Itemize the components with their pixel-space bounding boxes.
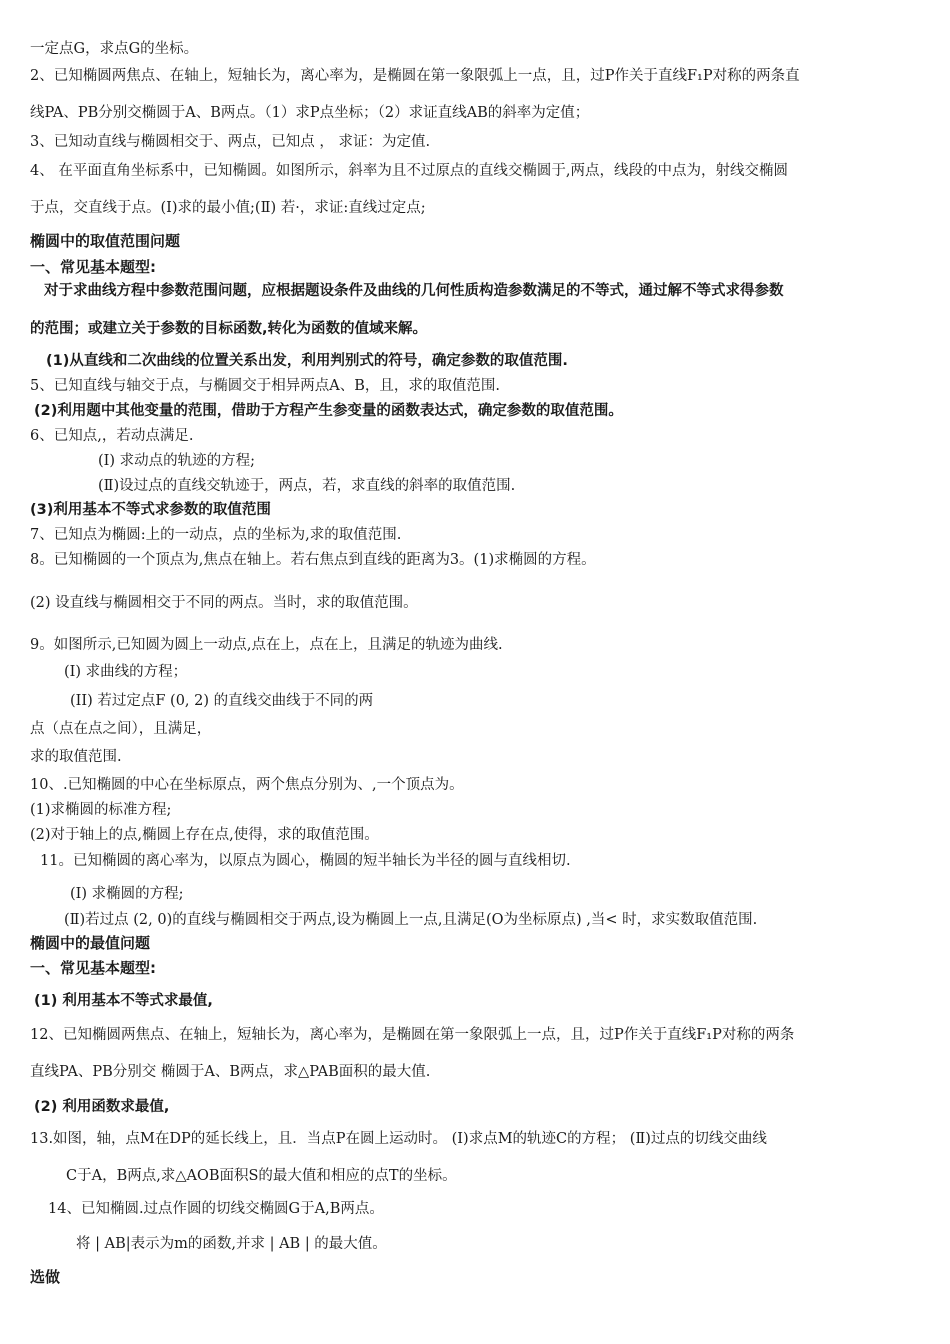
method-heading-inequality: (1) 利用基本不等式求最值, <box>34 993 213 1009</box>
problem-12-line-2: 直线PA、PB分别交 椭圆于A、B两点，求△PAB面积的最大值. <box>30 1064 431 1080</box>
problem-4-line-1: 4、 在平面直角坐标系中，已知椭圆。如图所示，斜率为且不过原点的直线交椭圆于,两点，线段的中点为，射线交椭圆 <box>30 163 788 179</box>
text-line: 一定点G，求点G的坐标。 <box>30 41 199 57</box>
problem-6-part-1: (Ⅰ) 求动点的轨迹的方程; <box>98 453 256 469</box>
method-heading-2: (2)利用题中其他变量的范围，借助于方程产生参变量的函数表达式，确定参数的取值范围。 <box>34 403 623 419</box>
problem-7: 7、已知点为椭圆:上的一动点，点的坐标为,求的取值范围. <box>30 527 402 543</box>
problem-10: 10、.已知椭圆的中心在坐标原点，两个焦点分别为、,一个顶点为。 <box>30 777 464 793</box>
problem-14-part: 将 | AB|表示为m的函数,并求 | AB | 的最大值。 <box>76 1236 387 1252</box>
problem-10-part-2: (2)对于轴上的点,椭圆上存在点,使得，求的取值范围。 <box>30 827 379 843</box>
problem-5: 5、已知直线与轴交于点，与椭圆交于相异两点A、B，且，求的取值范围. <box>30 378 500 394</box>
problem-11-part-2: (Ⅱ)若过点 (2, 0)的直线与椭圆相交于两点,设为椭圆上一点,且满足(O为坐标原点) ,当< 时，求实数取值范围. <box>64 912 758 928</box>
problem-9-part-1: (I) 求曲线的方程； <box>64 664 188 680</box>
problem-9-part-2-cont: 点（点在点之间），且满足， <box>30 721 212 737</box>
intro-paragraph-line-2: 的范围；或建立关于参数的目标函数,转化为函数的值域来解。 <box>30 321 428 337</box>
problem-4-line-2: 于点，交直线于点。(Ⅰ)求的最小值;(Ⅱ) 若·，求证:直线过定点; <box>30 200 426 216</box>
problem-8-part-1: 8。已知椭圆的一个顶点为,焦点在轴上。若右焦点到直线的距离为3。(1)求椭圆的方程。 <box>30 552 596 568</box>
problem-2-line-1: 2、已知椭圆两焦点、在轴上，短轴长为，离心率为，是椭圆在第一象限弧上一点，且，过P作关于直线F₁P对称的两条直 <box>30 68 800 84</box>
problem-13-line-2: C于A，B两点,求△AOB面积S的最大值和相应的点T的坐标。 <box>66 1168 457 1184</box>
problem-8-part-2: (2) 设直线与椭圆相交于不同的两点。当时，求的取值范围。 <box>30 595 418 611</box>
section-subtitle-basic-types-2: 一、常见基本题型: <box>30 959 156 977</box>
intro-paragraph-line-1: 对于求曲线方程中参数范围问题，应根据题设条件及曲线的几何性质构造参数满足的不等式，通过解不等式求得参数 <box>44 283 784 299</box>
problem-2-line-2: 线PA、PB分别交椭圆于A、B两点。（1）求P点坐标；（2）求证直线AB的斜率为定值； <box>30 105 590 121</box>
problem-6-part-2: (Ⅱ)设过点的直线交轨迹于，两点，若，求直线的斜率的取值范围. <box>98 478 516 494</box>
method-heading-3: (3)利用基本不等式求参数的取值范围 <box>30 502 271 518</box>
section-title-optional: 选做 <box>30 1268 61 1286</box>
problem-6: 6、已知点,，若动点满足. <box>30 428 194 444</box>
method-heading-1: (1)从直线和二次曲线的位置关系出发，利用判别式的符号，确定参数的取值范围. <box>46 353 568 369</box>
problem-11-part-1: (Ⅰ) 求椭圆的方程; <box>70 886 184 902</box>
problem-10-part-1: (1)求椭圆的标准方程; <box>30 802 172 818</box>
problem-9: 9。如图所示,已知圆为圆上一动点,点在上，点在上，且满足的轨迹为曲线. <box>30 637 503 653</box>
problem-11: 11。已知椭圆的离心率为，以原点为圆心，椭圆的短半轴长为半径的圆与直线相切. <box>40 853 571 869</box>
problem-13-line-1: 13.如图，轴，点M在DP的延长线上，且．当点P在圆上运动时。 (I)求点M的轨迹C的方程； (Ⅱ)过点的切线交曲线 <box>30 1131 767 1147</box>
problem-9-part-2: (II) 若过定点F (0, 2) 的直线交曲线于不同的两 <box>70 693 374 709</box>
problem-14: 14、已知椭圆.过点作圆的切线交椭圆G于A,B两点。 <box>48 1201 384 1217</box>
section-subtitle-basic-types: 一、常见基本题型: <box>30 258 156 276</box>
method-heading-function: (2) 利用函数求最值, <box>34 1099 170 1115</box>
problem-9-part-2-end: 求的取值范围. <box>30 749 122 765</box>
problem-12-line-1: 12、已知椭圆两焦点、在轴上，短轴长为，离心率为，是椭圆在第一象限弧上一点，且，过P作关于直线F₁P对称的两条 <box>30 1027 795 1043</box>
problem-3: 3、已知动直线与椭圆相交于、两点，已知点 ， 求证：为定值. <box>30 134 431 150</box>
section-title-range: 椭圆中的取值范围问题 <box>30 232 181 250</box>
section-title-extrema: 椭圆中的最值问题 <box>30 934 151 952</box>
